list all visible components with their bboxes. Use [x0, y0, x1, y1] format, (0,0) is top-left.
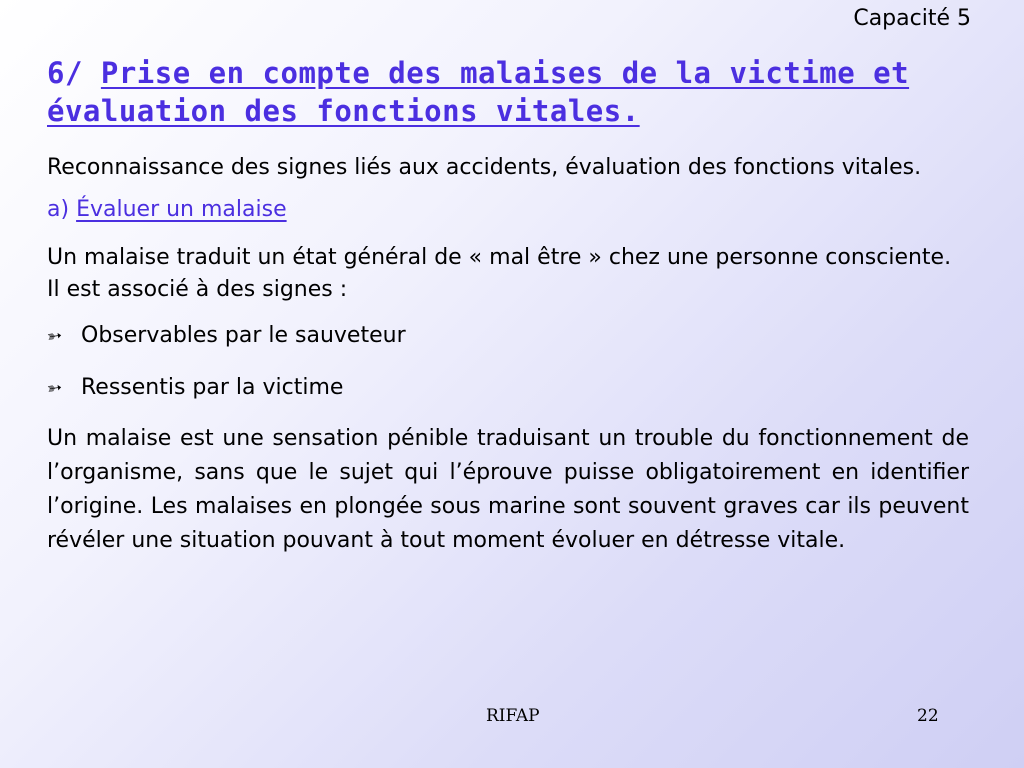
- section-number: 6/: [47, 56, 83, 90]
- section-title-text: Prise en compte des malaises de la victime et évaluation des fonctions vitales.: [47, 56, 910, 128]
- intro-text: Reconnaissance des signes liés aux accidents, évaluation des fonctions vitales.: [47, 155, 922, 180]
- list-item: [47, 320, 969, 352]
- capacity-label: Capacité 5: [853, 6, 971, 31]
- subsection-letter: a): [47, 197, 70, 222]
- footer-label: RIFAP: [486, 706, 540, 726]
- list-item: [47, 372, 969, 404]
- paragraph-malaise-definition: Un malaise traduit un état général de « mal être » chez une personne consciente. Il est associé à des signes :: [47, 245, 952, 302]
- subsection-title: [47, 194, 969, 226]
- slide-content: [47, 54, 969, 558]
- page-number: 22: [917, 706, 939, 726]
- bullet-list: [47, 320, 969, 404]
- arrow-icon: ➳: [45, 324, 64, 348]
- section-title: [47, 54, 969, 130]
- arrow-icon: ➳: [45, 376, 64, 400]
- subsection-title-text: Évaluer un malaise: [76, 197, 287, 222]
- bullet-text: Observables par le sauveteur: [81, 323, 406, 348]
- paragraph-malaise-explanation: Un malaise est une sensation pénible traduisant un trouble du fonctionnement de l’organisme, sans que le sujet qui l’éprouve puisse obligatoirement en identifier l’origine. Les malaises en plongée sous marine sont souvent graves car ils peuvent révéler une situation pouvant à tout moment évoluer en détresse vitale.: [47, 426, 969, 553]
- bullet-text: Ressentis par la victime: [81, 375, 344, 400]
